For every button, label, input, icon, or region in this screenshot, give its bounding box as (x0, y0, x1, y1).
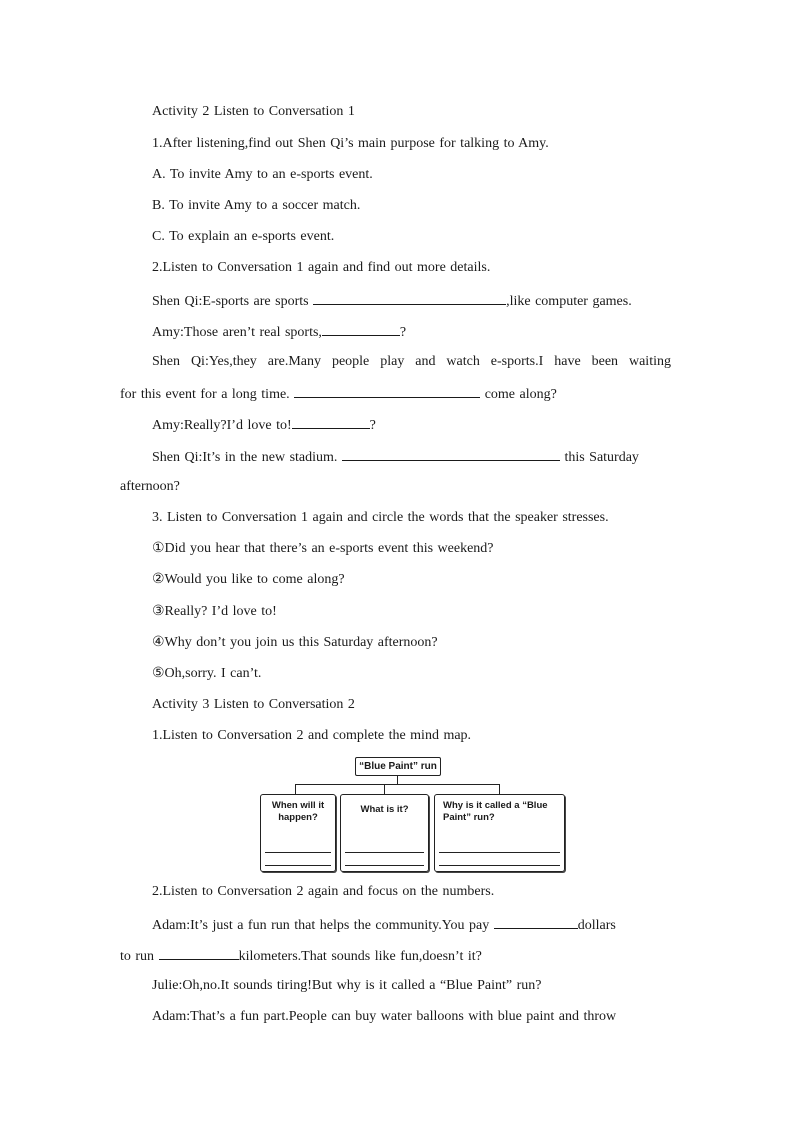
answer-blank[interactable] (322, 322, 400, 336)
answer-blank[interactable] (342, 447, 560, 461)
dialogue-line-shenqi-1 (152, 291, 632, 311)
option-c: C. To explain an e-sports event. (152, 229, 335, 244)
dialogue-text: Shen Qi:E-sports are sports (152, 294, 309, 309)
answer-line[interactable] (265, 865, 331, 866)
dialogue-line-amy-1 (152, 322, 406, 342)
dialogue-text: to run (120, 949, 155, 964)
stress-sentence-3: ③Really? I’d love to! (152, 604, 277, 619)
question-1-prompt: 1.After listening,find out Shen Qi’s main purpose for talking to Amy. (152, 136, 549, 151)
answer-blank[interactable] (294, 384, 480, 398)
dialogue-line-shenqi-3 (152, 447, 639, 467)
mind-map-box-when (260, 794, 336, 872)
mind-map-connector (295, 784, 296, 794)
dialogue-line-adam-2: Adam:That’s a fun part.People can buy water balloons with blue paint and throw (152, 1009, 617, 1024)
word: and (415, 354, 436, 369)
word: play (380, 354, 405, 369)
answer-blank[interactable] (494, 915, 578, 929)
dialogue-line-adam-1 (152, 915, 616, 935)
dialogue-line-shenqi-2-cont (120, 384, 557, 404)
stress-sentence-5: ⑤Oh,sorry. I can’t. (152, 666, 262, 681)
mind-map-question: What is it? (360, 804, 409, 815)
dialogue-text: ? (399, 325, 407, 340)
mind-map-question: When will it happen? (271, 800, 325, 823)
dialogue-line-julie-1: Julie:Oh,no.It sounds tiring!But why is it called a “Blue Paint” run? (152, 978, 542, 993)
word: are.Many (267, 354, 322, 369)
dialogue-text: Amy:Really?I’d love to! (152, 418, 292, 433)
mind-map-question: Why is it called a “Blue Paint” run? (443, 800, 548, 823)
mind-map (258, 755, 568, 873)
question-2-prompt: 2.Listen to Conversation 1 again and find out more details. (152, 260, 491, 275)
stress-sentence-4: ④Why don’t you join us this Saturday afternoon? (152, 635, 438, 650)
dialogue-text: Amy:Those aren’t real sports, (152, 325, 322, 340)
word: been (591, 354, 619, 369)
dialogue-line-amy-2 (152, 415, 376, 435)
dialogue-line-adam-1-cont (120, 946, 482, 966)
dialogue-text: kilometers.That sounds like fun,doesn’t it? (238, 949, 482, 964)
word: Shen (152, 354, 180, 369)
answer-line[interactable] (265, 852, 331, 853)
answer-line[interactable] (345, 865, 424, 866)
word: Qi:Yes,they (190, 354, 257, 369)
mind-map-connector (295, 784, 499, 785)
dialogue-text: dollars (577, 918, 616, 933)
dialogue-text: this Saturday (564, 450, 639, 465)
dialogue-line-shenqi-2 (152, 353, 671, 371)
dialogue-line-shenqi-3-cont: afternoon? (120, 479, 180, 494)
stress-sentence-1: ①Did you hear that there’s an e-sports event this weekend? (152, 541, 494, 556)
numbers-prompt: 2.Listen to Conversation 2 again and focus on the numbers. (152, 884, 495, 899)
dialogue-text: ? (369, 418, 376, 433)
answer-blank[interactable] (313, 291, 506, 305)
word: e-sports.I (490, 354, 544, 369)
answer-line[interactable] (439, 852, 560, 853)
mind-map-connector (384, 784, 385, 794)
dialogue-text: Adam:It’s just a fun run that helps the community.You pay (152, 918, 490, 933)
dialogue-text: for this event for a long time. (120, 387, 290, 402)
word: have (554, 354, 581, 369)
mind-map-root: “Blue Paint” run (355, 757, 441, 776)
answer-line[interactable] (345, 852, 424, 853)
dialogue-text: come along? (484, 387, 557, 402)
option-b: B. To invite Amy to a soccer match. (152, 198, 361, 213)
activity-2-heading: Activity 2 Listen to Conversation 1 (152, 104, 355, 119)
answer-line[interactable] (439, 865, 560, 866)
mind-map-box-what (340, 794, 429, 872)
dialogue-text: ,like computer games. (506, 294, 632, 309)
question-3-prompt: 3. Listen to Conversation 1 again and circle the words that the speaker stresses. (152, 510, 609, 525)
activity-3-heading: Activity 3 Listen to Conversation 2 (152, 697, 355, 712)
dialogue-text: Shen Qi:It’s in the new stadium. (152, 450, 338, 465)
mind-map-prompt: 1.Listen to Conversation 2 and complete the mind map. (152, 728, 472, 743)
word: watch (446, 354, 480, 369)
stress-sentence-2: ②Would you like to come along? (152, 572, 345, 587)
mind-map-connector (499, 784, 500, 794)
answer-blank[interactable] (292, 415, 370, 429)
mind-map-box-why (434, 794, 565, 872)
answer-blank[interactable] (159, 946, 239, 960)
option-a: A. To invite Amy to an e-sports event. (152, 167, 373, 182)
word: waiting (628, 354, 671, 369)
word: people (331, 354, 370, 369)
